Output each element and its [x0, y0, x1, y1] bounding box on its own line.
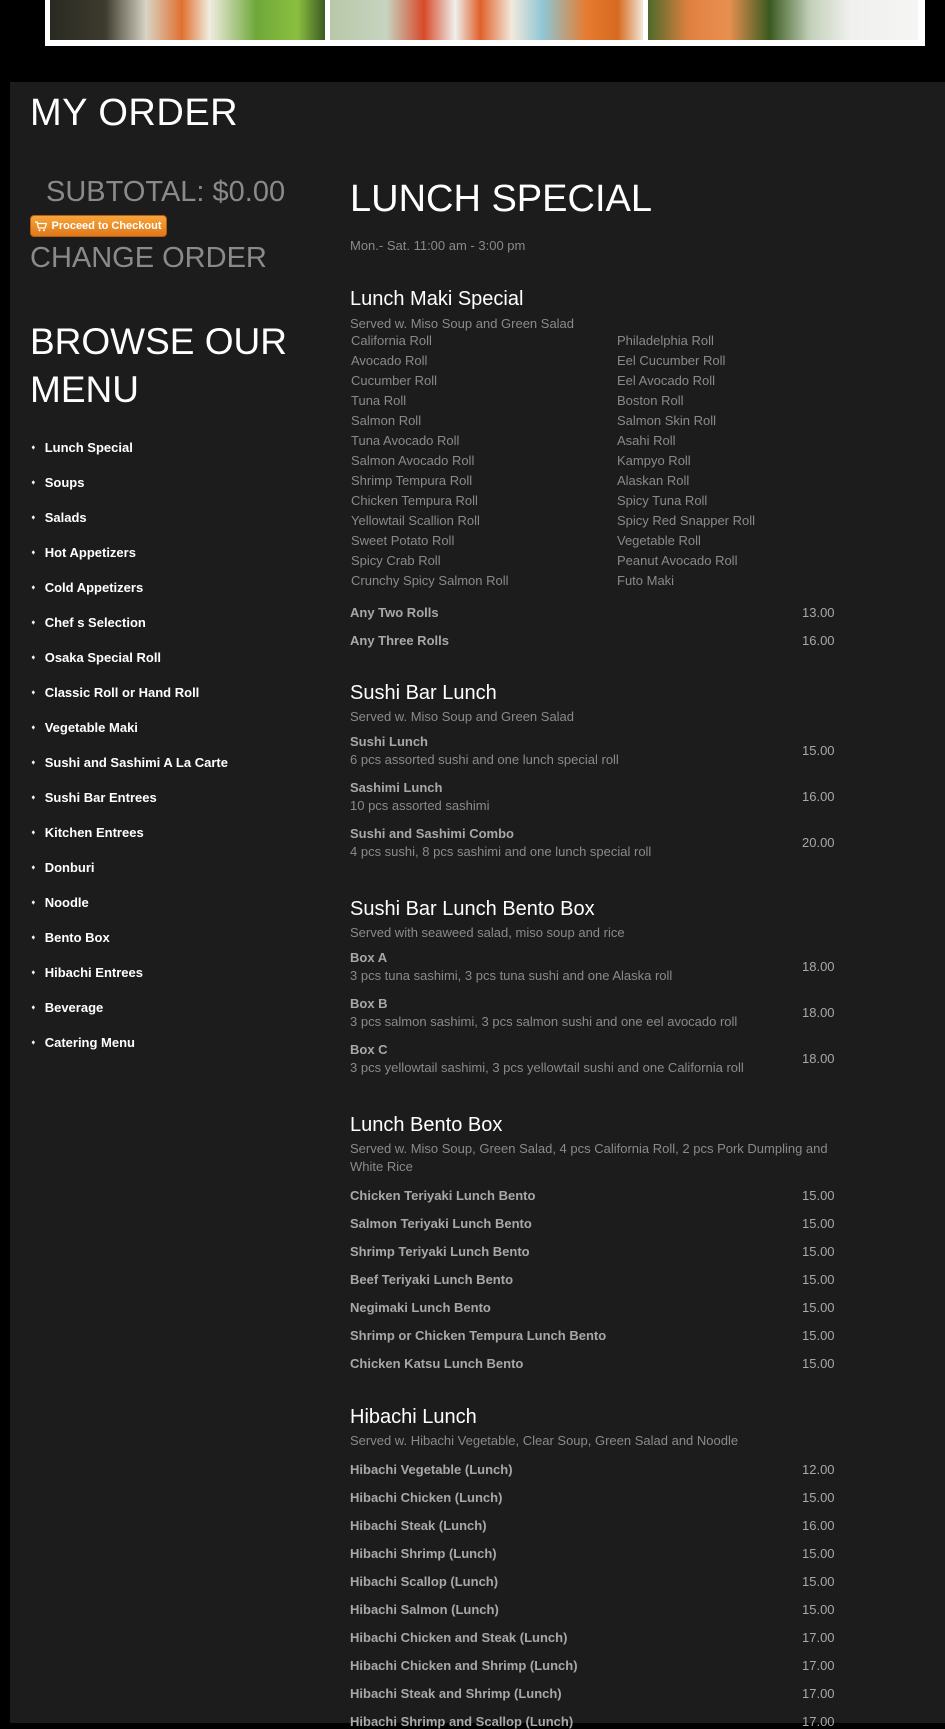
roll-option: Chicken Tempura Roll [351, 493, 478, 508]
roll-option: California Roll [351, 333, 432, 348]
roll-option: Salmon Skin Roll [617, 413, 716, 428]
roll-option: Spicy Tuna Roll [617, 493, 708, 508]
menu-section-title: LUNCH SPECIAL [350, 178, 652, 220]
roll-option: Spicy Red Snapper Roll [617, 513, 756, 528]
arrow-icon: ➧ [30, 758, 37, 767]
roll-option: Sweet Potato Roll [351, 533, 455, 548]
nav-item-noodle[interactable] [30, 895, 228, 930]
menu-item-price: 15.00 [802, 1188, 835, 1203]
menu-item-name: Chicken Katsu Lunch Bento [350, 1356, 524, 1371]
nav-item-catering-menu[interactable] [30, 1035, 228, 1070]
nav-item-sushi-bar-entrees[interactable] [30, 790, 228, 825]
menu-item-price: 15.00 [802, 1300, 835, 1315]
menu-item-description: 4 pcs sushi, 8 pcs sashimi and one lunch special roll [350, 844, 652, 859]
section-subtitle: Served w. Miso Soup, Green Salad, 4 pcs California Roll, 2 pcs Pork Dumpling and White Rice [350, 1141, 828, 1174]
menu-item-name: Box C [350, 1042, 388, 1057]
roll-option: Salmon Roll [351, 413, 422, 428]
sushi-photo-2 [330, 0, 643, 40]
arrow-icon: ➧ [30, 1003, 37, 1012]
cart-icon [35, 221, 47, 232]
menu-item-description: 6 pcs assorted sushi and one lunch special roll [350, 752, 619, 767]
menu-item-name: Hibachi Chicken and Steak (Lunch) [350, 1630, 568, 1645]
roll-option: Crunchy Spicy Salmon Roll [351, 573, 509, 588]
menu-item-price: 18.00 [802, 959, 835, 974]
menu-item-price: 15.00 [802, 1602, 835, 1617]
nav-item-sushi-and-sashimi-a-la-carte[interactable] [30, 755, 228, 790]
food-photo-banner [45, 0, 925, 46]
main-panel [10, 82, 945, 1729]
menu-item-price: 15.00 [802, 1272, 835, 1287]
menu-item-name: Sashimi Lunch [350, 780, 443, 795]
menu-item-name: Hibachi Vegetable (Lunch) [350, 1462, 513, 1477]
section-title: Lunch Maki Special [350, 288, 524, 310]
menu-item-name: Box A [350, 950, 388, 965]
menu-item-name: Sushi and Sashimi Combo [350, 826, 514, 841]
section-title: Lunch Bento Box [350, 1114, 503, 1136]
nav-item-vegetable-maki[interactable] [30, 720, 228, 755]
roll-option: Vegetable Roll [617, 533, 701, 548]
nav-item-classic-roll-or-hand-roll[interactable] [30, 685, 228, 720]
menu-category-nav [30, 440, 228, 1070]
section-subtitle: Served with seaweed salad, miso soup and rice [350, 925, 625, 940]
menu-item-name: Hibachi Steak (Lunch) [350, 1518, 487, 1533]
roll-option: Tuna Avocado Roll [351, 433, 460, 448]
menu-item-price: 15.00 [802, 1574, 835, 1589]
arrow-icon: ➧ [30, 723, 37, 732]
menu-item-name: Shrimp or Chicken Tempura Lunch Bento [350, 1328, 607, 1343]
menu-item-price: 17.00 [802, 1630, 835, 1645]
menu-item-price: 20.00 [802, 835, 835, 850]
arrow-icon: ➧ [30, 933, 37, 942]
menu-item-name: Hibachi Salmon (Lunch) [350, 1602, 499, 1617]
roll-option: Boston Roll [617, 393, 684, 408]
roll-option: Eel Avocado Roll [617, 373, 716, 388]
arrow-icon: ➧ [30, 548, 37, 557]
menu-item-price: 13.00 [802, 605, 835, 620]
arrow-icon: ➧ [30, 583, 37, 592]
section-subtitle: Served w. Miso Soup and Green Salad [350, 709, 575, 724]
section-title: Sushi Bar Lunch [350, 682, 497, 704]
roll-option: Cucumber Roll [351, 373, 437, 388]
nav-item-label: Beverage [44, 1000, 104, 1015]
nav-item-chef-s-selection[interactable] [30, 615, 228, 650]
menu-item-price: 15.00 [802, 1328, 835, 1343]
menu-item-price: 18.00 [802, 1051, 835, 1066]
nav-item-hibachi-entrees[interactable] [30, 965, 228, 1000]
menu-item-price: 16.00 [802, 1518, 835, 1533]
menu-item-name: Hibachi Steak and Shrimp (Lunch) [350, 1686, 562, 1701]
nav-item-kitchen-entrees[interactable] [30, 825, 228, 860]
service-hours: Mon.- Sat. 11:00 am - 3:00 pm [350, 238, 526, 253]
menu-item-name: Hibachi Shrimp and Scallop (Lunch) [350, 1714, 574, 1729]
menu-item-name: Hibachi Chicken and Shrimp (Lunch) [350, 1658, 578, 1673]
arrow-icon: ➧ [30, 513, 37, 522]
section-subtitle: Served w. Miso Soup and Green Salad [350, 316, 575, 331]
arrow-icon: ➧ [30, 828, 37, 837]
nav-item-label: Soups [44, 475, 85, 490]
roll-option: Eel Cucumber Roll [617, 353, 726, 368]
browse-menu-title: BROWSE OUR MENU [30, 321, 287, 410]
section-title: Hibachi Lunch [350, 1406, 477, 1428]
roll-option: Yellowtail Scallion Roll [351, 513, 480, 528]
nav-item-cold-appetizers[interactable] [30, 580, 228, 615]
roll-option: Salmon Avocado Roll [351, 453, 475, 468]
nav-item-label: Vegetable Maki [44, 720, 138, 735]
nav-item-label: Hibachi Entrees [44, 965, 143, 980]
nav-item-soups[interactable] [30, 475, 228, 510]
menu-item-price: 16.00 [802, 633, 835, 648]
nav-item-label: Sushi and Sashimi A La Carte [44, 755, 228, 770]
arrow-icon: ➧ [30, 968, 37, 977]
menu-item-price: 15.00 [802, 1216, 835, 1231]
arrow-icon: ➧ [30, 443, 37, 452]
menu-item-price: 15.00 [802, 743, 835, 758]
arrow-icon: ➧ [30, 478, 37, 487]
nav-item-label: Sushi Bar Entrees [44, 790, 157, 805]
roll-option: Tuna Roll [351, 393, 407, 408]
nav-item-salads[interactable] [30, 510, 228, 545]
arrow-icon: ➧ [30, 1038, 37, 1047]
nav-item-hot-appetizers[interactable] [30, 545, 228, 580]
section-subtitle: Served w. Hibachi Vegetable, Clear Soup, Green Salad and Noodle [350, 1433, 739, 1448]
menu-item-name: Chicken Teriyaki Lunch Bento [350, 1188, 536, 1203]
roll-option: Asahi Roll [617, 433, 676, 448]
menu-item-price: 17.00 [802, 1658, 835, 1673]
nav-item-label: Chef s Selection [44, 615, 146, 630]
arrow-icon: ➧ [30, 618, 37, 627]
menu-item-name: Any Two Rolls [350, 605, 439, 620]
nav-item-donburi[interactable] [30, 860, 228, 895]
roll-option: Spicy Crab Roll [351, 553, 441, 568]
menu-item-price: 15.00 [802, 1356, 835, 1371]
nav-item-label: Catering Menu [44, 1035, 135, 1050]
menu-item-description: 3 pcs salmon sashimi, 3 pcs salmon sushi and one eel avocado roll [350, 1014, 738, 1029]
roll-option: Avocado Roll [351, 353, 428, 368]
arrow-icon: ➧ [30, 898, 37, 907]
menu-item-name: Shrimp Teriyaki Lunch Bento [350, 1244, 530, 1259]
nav-item-label: Bento Box [44, 930, 110, 945]
nav-item-label: Salads [44, 510, 87, 525]
section-title: Sushi Bar Lunch Bento Box [350, 898, 595, 920]
roll-option: Kampyo Roll [617, 453, 691, 468]
menu-item-price: 12.00 [802, 1462, 835, 1477]
arrow-icon: ➧ [30, 688, 37, 697]
menu-item-name: Hibachi Scallop (Lunch) [350, 1574, 499, 1589]
nav-item-label: Donburi [44, 860, 95, 875]
menu-item-description: 3 pcs tuna sashimi, 3 pcs tuna sushi and one Alaska roll [350, 968, 673, 983]
roll-option: Alaskan Roll [617, 473, 690, 488]
nav-item-label: Noodle [44, 895, 89, 910]
menu-item-name: Beef Teriyaki Lunch Bento [350, 1272, 514, 1287]
menu-item-name: Hibachi Shrimp (Lunch) [350, 1546, 497, 1561]
proceed-to-checkout-button[interactable] [30, 215, 167, 237]
menu-item-description: 10 pcs assorted sashimi [350, 798, 490, 813]
checkout-label: Proceed to Checkout [51, 220, 162, 232]
my-order-title: MY ORDER [30, 92, 239, 134]
sushi-photo-1 [50, 0, 325, 40]
menu-item-price: 15.00 [802, 1546, 835, 1561]
change-order-link[interactable]: CHANGE ORDER [30, 242, 267, 274]
menu-item-name: Box B [350, 996, 388, 1011]
nav-item-beverage[interactable] [30, 1000, 228, 1035]
menu-item-price: 16.00 [802, 789, 835, 804]
nav-item-osaka-special-roll[interactable] [30, 650, 228, 685]
nav-item-label: Osaka Special Roll [44, 650, 162, 665]
menu-item-price: 18.00 [802, 1005, 835, 1020]
roll-option: Philadelphia Roll [617, 333, 714, 348]
menu-item-price: 17.00 [802, 1714, 835, 1729]
menu-item-name: Any Three Rolls [350, 633, 449, 648]
nav-item-label: Kitchen Entrees [44, 825, 144, 840]
menu-item-price: 17.00 [802, 1686, 835, 1701]
roll-option: Peanut Avocado Roll [617, 553, 738, 568]
arrow-icon: ➧ [30, 653, 37, 662]
roll-option: Shrimp Tempura Roll [351, 473, 473, 488]
nav-item-bento-box[interactable] [30, 930, 228, 965]
menu-item-name: Hibachi Chicken (Lunch) [350, 1490, 503, 1505]
sushi-photo-3 [648, 0, 918, 40]
nav-item-lunch-special[interactable] [30, 440, 228, 475]
subtotal: SUBTOTAL: $0.00 [46, 176, 286, 208]
nav-item-label: Lunch Special [44, 440, 133, 455]
menu-item-name: Sushi Lunch [350, 734, 428, 749]
menu-item-name: Salmon Teriyaki Lunch Bento [350, 1216, 532, 1231]
menu-item-price: 15.00 [802, 1244, 835, 1259]
nav-item-label: Hot Appetizers [44, 545, 136, 560]
menu-item-name: Negimaki Lunch Bento [350, 1300, 491, 1315]
menu-item-price: 15.00 [802, 1490, 835, 1505]
nav-item-label: Cold Appetizers [44, 580, 144, 595]
roll-option: Futo Maki [617, 573, 675, 588]
nav-item-label: Classic Roll or Hand Roll [44, 685, 200, 700]
menu-item-description: 3 pcs yellowtail sashimi, 3 pcs yellowtail sushi and one California roll [350, 1060, 744, 1075]
arrow-icon: ➧ [30, 793, 37, 802]
arrow-icon: ➧ [30, 863, 37, 872]
